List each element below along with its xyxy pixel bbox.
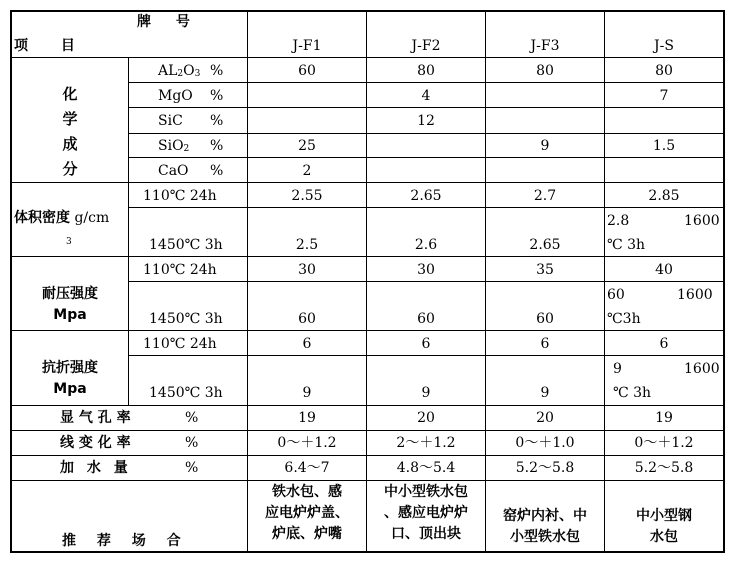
row-label-sio2 bbox=[158, 138, 189, 157]
divider-h bbox=[128, 207, 725, 208]
cell: 9 bbox=[540, 385, 550, 401]
divider-h-header bbox=[10, 57, 725, 58]
cell-part: 60 bbox=[607, 287, 625, 303]
row-label-recommended-use: 推 荐 场 合 bbox=[62, 533, 189, 549]
divider-v-label bbox=[128, 57, 129, 405]
cell-part: 1600 bbox=[684, 213, 720, 229]
cell: 2 bbox=[302, 163, 312, 179]
usage-cell-jf2 bbox=[367, 482, 485, 545]
cell: 25 bbox=[298, 138, 316, 154]
usage-line: 小型铁水包 bbox=[510, 529, 580, 545]
group-label-density bbox=[14, 210, 109, 226]
label-main: SiO bbox=[158, 138, 184, 154]
cell-part: 1600 bbox=[677, 287, 713, 303]
table-border-left bbox=[10, 10, 12, 553]
row-label-mgo: MgO bbox=[158, 88, 193, 104]
cell: 0～＋1.2 bbox=[277, 435, 337, 451]
divider-h-group bbox=[10, 182, 725, 183]
condition-1450: 1450℃ 3h bbox=[149, 385, 223, 401]
cell: 12 bbox=[417, 113, 435, 129]
cell: 6.4～7 bbox=[284, 460, 330, 476]
usage-line: 中小型钢 bbox=[636, 508, 692, 524]
row-label-linear-change: 线 变 化 率 bbox=[60, 435, 131, 451]
header-col-jf2: J-F2 bbox=[411, 38, 441, 54]
group-char: 化 bbox=[62, 85, 78, 103]
header-col-jf3: J-F3 bbox=[530, 38, 560, 54]
cell: 5.2～5.8 bbox=[515, 460, 575, 476]
divider-h bbox=[128, 133, 725, 134]
cell: 20 bbox=[417, 410, 435, 426]
cell-part: ℃ 3h bbox=[613, 385, 652, 401]
row-label-porosity: 显 气 孔 率 bbox=[60, 410, 131, 426]
divider-h bbox=[128, 157, 725, 158]
cell: 0～＋1.2 bbox=[634, 435, 694, 451]
row-label-sic: SiC bbox=[158, 113, 183, 129]
condition-110: 110℃ 24h bbox=[143, 188, 217, 204]
cell: 30 bbox=[298, 262, 316, 278]
header-col-js: J-S bbox=[654, 38, 674, 54]
cell: 60 bbox=[298, 63, 316, 79]
cell: 4.8～5.4 bbox=[396, 460, 456, 476]
usage-line: 口、顶出块 bbox=[391, 526, 461, 542]
unit-percent: % bbox=[185, 410, 199, 426]
usage-cell-jf1 bbox=[248, 482, 366, 545]
cell: 6 bbox=[659, 336, 669, 352]
table-border-bottom bbox=[10, 551, 725, 553]
usage-line: 中小型铁水包 bbox=[384, 484, 468, 500]
cell: 6 bbox=[540, 336, 550, 352]
cell: 2.7 bbox=[533, 188, 557, 204]
group-unit: g/cm bbox=[74, 210, 110, 226]
group-unit: Mpa bbox=[53, 381, 87, 397]
cell: 60 bbox=[298, 311, 316, 327]
cell-part: 1600 bbox=[684, 361, 720, 377]
group-title: 耐压强度 bbox=[42, 286, 98, 302]
cell: 19 bbox=[655, 410, 673, 426]
usage-cell-jf3 bbox=[486, 506, 604, 548]
divider-h-group bbox=[10, 256, 725, 257]
cell: 6 bbox=[421, 336, 431, 352]
group-label-composition bbox=[50, 82, 90, 182]
group-title: 体积密度 bbox=[14, 210, 70, 226]
divider-h-group bbox=[10, 405, 725, 406]
usage-line: 应电炉炉盖、 bbox=[265, 505, 349, 521]
cell: 2.55 bbox=[291, 188, 323, 204]
cell: 4 bbox=[421, 88, 431, 104]
cell: 60 bbox=[417, 311, 435, 327]
cell: 35 bbox=[536, 262, 554, 278]
cell: 2.65 bbox=[529, 237, 561, 253]
cell: 60 bbox=[536, 311, 554, 327]
divider-h-group bbox=[10, 330, 725, 331]
divider-h-group bbox=[10, 455, 725, 456]
unit-percent: % bbox=[210, 63, 224, 79]
cell: 80 bbox=[536, 63, 554, 79]
divider-h-group bbox=[10, 480, 725, 481]
divider-h bbox=[128, 82, 725, 83]
unit-percent: % bbox=[210, 113, 224, 129]
cell: 19 bbox=[298, 410, 316, 426]
cell: 20 bbox=[536, 410, 554, 426]
unit-percent: % bbox=[185, 435, 199, 451]
divider-h-group bbox=[10, 430, 725, 431]
cell: 40 bbox=[655, 262, 673, 278]
label-sub: 2 bbox=[177, 69, 184, 79]
cell: 9 bbox=[421, 385, 431, 401]
header-item: 项 目 bbox=[14, 38, 89, 54]
cell-part: 2.8 bbox=[607, 213, 630, 229]
cell: 2.5 bbox=[295, 237, 319, 253]
cell: 2.85 bbox=[648, 188, 680, 204]
cell: 2.6 bbox=[414, 237, 438, 253]
group-char: 成 bbox=[62, 135, 78, 153]
unit-percent: % bbox=[210, 163, 224, 179]
header-col-jf1: J-F1 bbox=[292, 38, 322, 54]
cell: 30 bbox=[417, 262, 435, 278]
unit-percent: % bbox=[185, 460, 199, 476]
cell-part: ℃3h bbox=[607, 311, 641, 327]
cell: 5.2～5.8 bbox=[634, 460, 694, 476]
row-label-water-addition: 加 水 量 bbox=[60, 460, 132, 476]
cell: 2.65 bbox=[410, 188, 442, 204]
usage-line: 炉底、炉嘴 bbox=[272, 526, 342, 542]
usage-line: 、感应电炉炉 bbox=[384, 505, 468, 521]
group-label-flexural bbox=[14, 358, 126, 400]
group-label-compressive bbox=[14, 284, 126, 326]
row-label-cao: CaO bbox=[158, 163, 189, 179]
label-main: AL bbox=[158, 63, 178, 79]
usage-line: 水包 bbox=[650, 529, 678, 545]
usage-line: 窑炉内衬、中 bbox=[503, 508, 587, 524]
label-sub: 3 bbox=[194, 69, 201, 79]
cell-part: 9 bbox=[613, 361, 622, 377]
group-title: 抗折强度 bbox=[42, 360, 98, 376]
row-label-al2o3 bbox=[158, 63, 200, 82]
divider-h bbox=[128, 107, 725, 108]
group-unit-sup: 3 bbox=[66, 237, 72, 247]
cell: 9 bbox=[540, 138, 550, 154]
unit-percent: % bbox=[210, 138, 224, 154]
cell: 1.5 bbox=[652, 138, 676, 154]
usage-line: 铁水包、感 bbox=[272, 484, 342, 500]
cell: 6 bbox=[302, 336, 312, 352]
divider-h bbox=[128, 281, 725, 282]
cell: 80 bbox=[655, 63, 673, 79]
cell: 9 bbox=[302, 385, 312, 401]
group-unit: Mpa bbox=[53, 307, 87, 323]
condition-1450: 1450℃ 3h bbox=[149, 311, 223, 327]
cell: 7 bbox=[659, 88, 669, 104]
condition-110: 110℃ 24h bbox=[143, 262, 217, 278]
label-sub: 2 bbox=[183, 144, 190, 154]
unit-percent: % bbox=[210, 88, 224, 104]
cell-part: ℃ 3h bbox=[607, 237, 646, 253]
usage-cell-js bbox=[605, 506, 723, 548]
label-main: O bbox=[183, 63, 195, 79]
group-char: 学 bbox=[62, 110, 78, 128]
divider-h bbox=[128, 355, 725, 356]
cell: 0～＋1.0 bbox=[515, 435, 575, 451]
cell: 2～＋1.2 bbox=[396, 435, 456, 451]
header-brand: 牌 号 bbox=[137, 14, 200, 30]
group-char: 分 bbox=[62, 160, 78, 178]
table-border-top bbox=[10, 10, 725, 12]
cell: 80 bbox=[417, 63, 435, 79]
condition-1450: 1450℃ 3h bbox=[149, 237, 223, 253]
condition-110: 110℃ 24h bbox=[143, 336, 217, 352]
